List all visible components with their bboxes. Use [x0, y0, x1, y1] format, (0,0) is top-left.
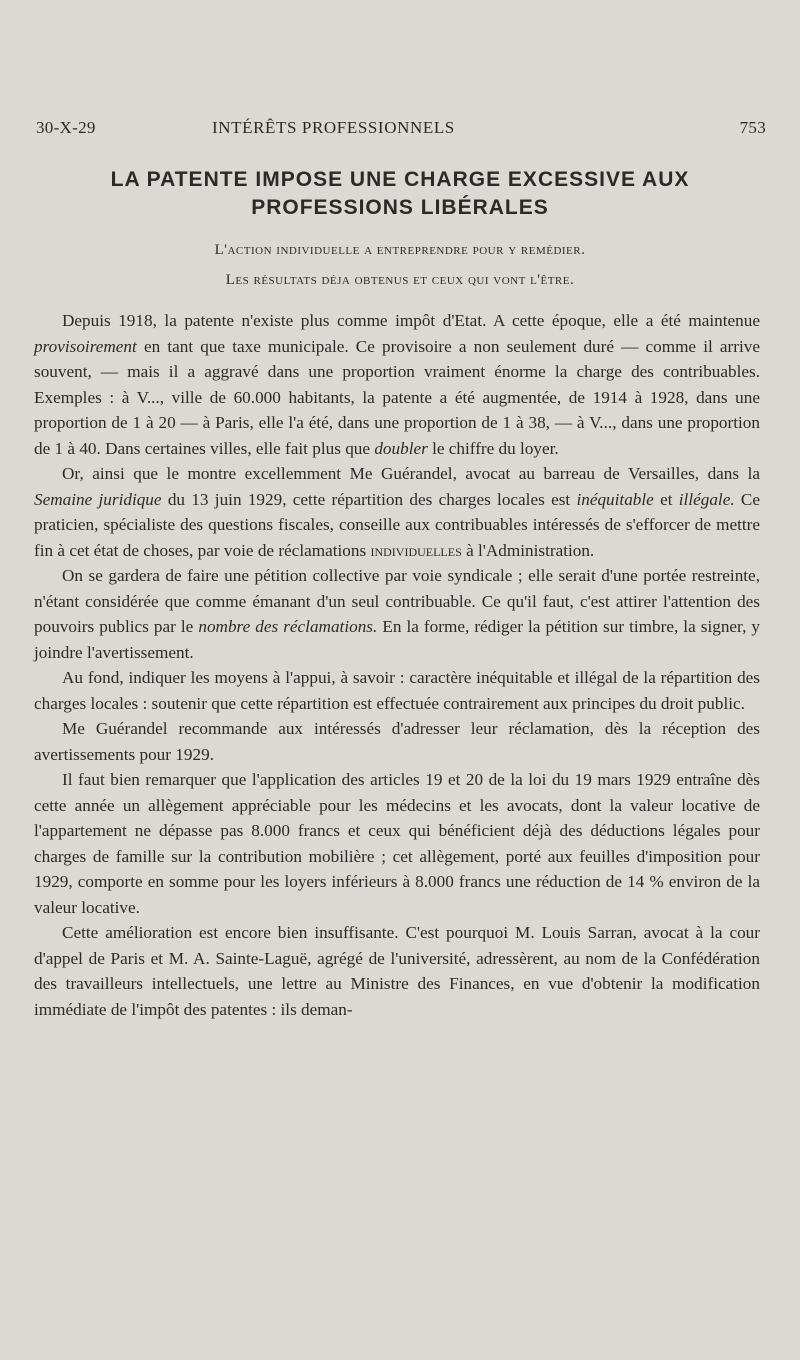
article-title-line-2: PROFESSIONS LIBÉRALES	[251, 196, 549, 219]
paragraph-6: Il faut bien remarquer que l'application des articles 19 et 20 de la loi du 19 mars 1929 entraîne dès cette année un allègement appréciable pour les médecins et les avocats, dont la valeur locative de l'appartement ne dépasse pas 8.000 francs et ceux qui bénéficient déjà des déductions légales pour charges de famille sur la contribution mobilière ; cet allègement, porté aux feuilles d'imposition pour 1929, comporte en somme pour les loyers inférieurs à 8.000 francs une réduction de 14 % environ de la valeur locative.	[34, 770, 760, 917]
article-subtitle-1: L'action individuelle a entreprendre pour y remédier.	[214, 242, 586, 258]
article-body	[34, 308, 760, 1022]
paragraph-7: Cette amélioration est encore bien insuffisante. C'est pourquoi M. Louis Sarran, avocat à la cour d'appel de Paris et M. A. Sainte-Laguë, agrégé de l'université, adressèrent, au nom de la Confédération des travailleurs intellectuels, une lettre au Ministre des Finances, en vue d'obtenir la modification immédiate de l'impôt des patentes : ils deman-	[34, 923, 760, 1019]
article-title-line-1: LA PATENTE IMPOSE UNE CHARGE EXCESSIVE AUX	[110, 168, 690, 191]
header-section-title: INTÉRÊTS PROFESSIONNELS	[212, 118, 455, 137]
header-date: 30-X-29	[36, 118, 96, 137]
paragraph-2: Or, ainsi que le montre excellemment Me Guérandel, avocat au barreau de Versailles, dans la Semaine juridique du 13 juin 1929, cette répartition des charges locales est inéquitable et illégale. Ce praticien, spécialiste des questions fiscales, conseille aux contribuables intéressés de s'efforcer de mettre fin à cet état de choses, par voie de réclamations individuelles à l'Administration.	[34, 464, 761, 560]
paragraph-1: Depuis 1918, la patente n'existe plus comme impôt d'Etat. A cette époque, elle a été maintenue provisoirement en tant que taxe municipale. Ce provisoire a non seulement duré — comme il arrive souvent, — mais il a aggravé dans une proportion vraiment énorme la charge des contribuables. Exemples : à V..., ville de 60.000 habitants, la patente a été augmentée, de 1914 à 1928, dans une proportion de 1 à 20 — à Paris, elle l'a été, dans une proportion de 1 à 38, — à V..., dans une proportion de 1 à 40. Dans certaines villes, elle fait plus que doubler le chiffre du loyer.	[34, 311, 760, 458]
article-title	[30, 166, 770, 222]
running-header	[36, 118, 766, 146]
page-number: 753	[739, 118, 766, 137]
paragraph-3: On se gardera de faire une pétition collective par voie syndicale ; elle serait d'une portée restreinte, n'étant considérée que comme émanant d'un seul contribuable. Ce qu'il faut, c'est attirer l'attention des pouvoirs publics par le nombre des réclamations. En la forme, rédiger la pétition sur timbre, la signer, y joindre l'avertissement.	[34, 566, 761, 662]
paragraph-5: Me Guérandel recommande aux intéressés d'adresser leur réclamation, dès la réception des avertissements pour 1929.	[34, 719, 760, 764]
paragraph-4: Au fond, indiquer les moyens à l'appui, à savoir : caractère inéquitable et illégal de la répartition des charges locales : soutenir que cette répartition est effectuée contrairement aux principes du droit public.	[34, 668, 760, 713]
article-subtitle-2: Les résultats déja obtenus et ceux qui vont l'être.	[225, 272, 575, 288]
